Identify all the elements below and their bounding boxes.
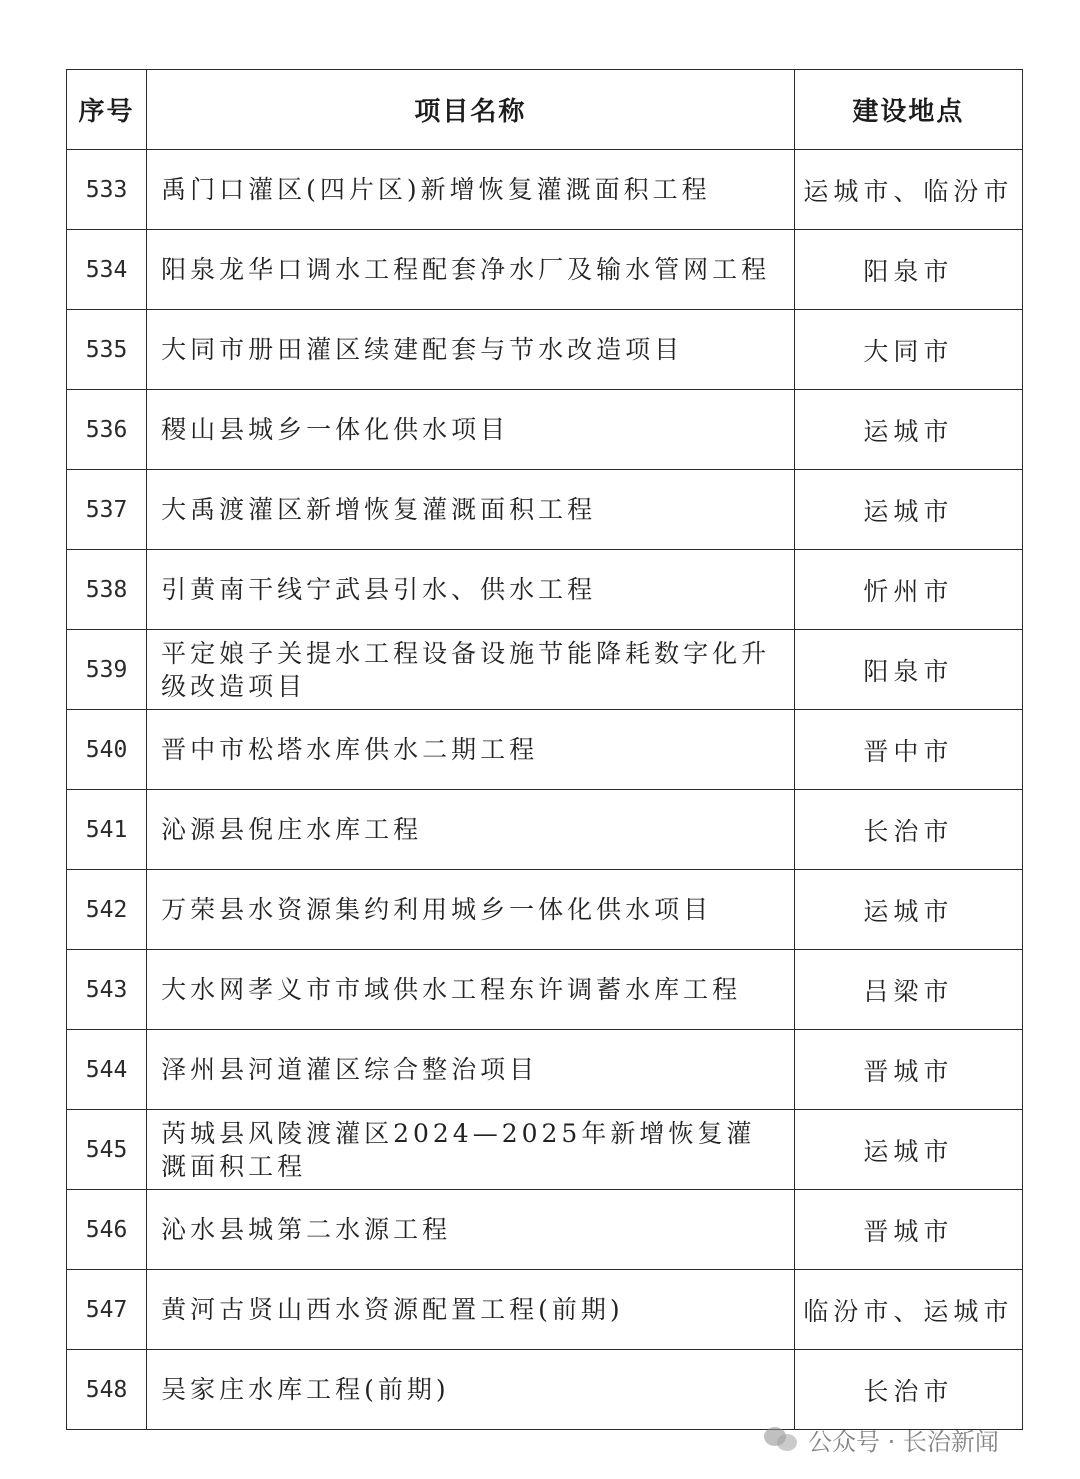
table-header-row <box>67 70 1023 150</box>
header-location: 建设地点 <box>794 70 1022 150</box>
project-name: 万荣县水资源集约利用城乡一体化供水项目 <box>147 870 795 950</box>
table-row <box>67 310 1023 390</box>
row-number: 539 <box>67 630 147 710</box>
table-row <box>67 550 1023 630</box>
project-location: 晋中市 <box>794 710 1022 790</box>
project-table <box>66 69 1023 1430</box>
project-location: 晋城市 <box>794 1190 1022 1270</box>
row-number: 546 <box>67 1190 147 1270</box>
project-location: 吕梁市 <box>794 950 1022 1030</box>
project-location: 运城市 <box>794 1110 1022 1190</box>
project-name: 黄河古贤山西水资源配置工程(前期) <box>147 1270 795 1350</box>
project-name: 大禹渡灌区新增恢复灌溉面积工程 <box>147 470 795 550</box>
project-location: 大同市 <box>794 310 1022 390</box>
header-project-name: 项目名称 <box>147 70 795 150</box>
table-row <box>67 1190 1023 1270</box>
project-name: 大水网孝义市市域供水工程东许调蓄水库工程 <box>147 950 795 1030</box>
project-name: 引黄南干线宁武县引水、供水工程 <box>147 550 795 630</box>
project-location: 阳泉市 <box>794 230 1022 310</box>
watermark-text: 公众号 · 长治新闻 <box>808 1427 999 1456</box>
table-row <box>67 630 1023 710</box>
table-row <box>67 710 1023 790</box>
table-row <box>67 870 1023 950</box>
project-name: 稷山县城乡一体化供水项目 <box>147 390 795 470</box>
row-number: 543 <box>67 950 147 1030</box>
row-number: 544 <box>67 1030 147 1110</box>
row-number: 547 <box>67 1270 147 1350</box>
project-name: 大同市册田灌区续建配套与节水改造项目 <box>147 310 795 390</box>
project-name: 沁源县倪庄水库工程 <box>147 790 795 870</box>
project-location: 晋城市 <box>794 1030 1022 1110</box>
table-body <box>67 150 1023 1430</box>
row-number: 540 <box>67 710 147 790</box>
table-row <box>67 1030 1023 1110</box>
table-row <box>67 1270 1023 1350</box>
table-row <box>67 150 1023 230</box>
project-location: 运城市 <box>794 390 1022 470</box>
project-name: 平定娘子关提水工程设备设施节能降耗数字化升级改造项目 <box>147 630 795 710</box>
table-row <box>67 470 1023 550</box>
project-location: 临汾市、运城市 <box>794 1270 1022 1350</box>
row-number: 533 <box>67 150 147 230</box>
project-name: 沁水县城第二水源工程 <box>147 1190 795 1270</box>
project-name: 吴家庄水库工程(前期) <box>147 1350 795 1430</box>
table-row <box>67 790 1023 870</box>
project-location: 运城市 <box>794 870 1022 950</box>
table-row <box>67 230 1023 310</box>
row-number: 535 <box>67 310 147 390</box>
row-number: 542 <box>67 870 147 950</box>
project-name: 泽州县河道灌区综合整治项目 <box>147 1030 795 1110</box>
project-location: 运城市 <box>794 470 1022 550</box>
project-name: 芮城县风陵渡灌区2024—2025年新增恢复灌溉面积工程 <box>147 1110 795 1190</box>
row-number: 548 <box>67 1350 147 1430</box>
row-number: 536 <box>67 390 147 470</box>
project-location: 长治市 <box>794 790 1022 870</box>
table-row <box>67 950 1023 1030</box>
project-location: 运城市、临汾市 <box>794 150 1022 230</box>
project-location: 长治市 <box>794 1350 1022 1430</box>
project-location: 阳泉市 <box>794 630 1022 710</box>
table-row <box>67 390 1023 470</box>
row-number: 538 <box>67 550 147 630</box>
project-name: 禹门口灌区(四片区)新增恢复灌溉面积工程 <box>147 150 795 230</box>
row-number: 545 <box>67 1110 147 1190</box>
project-location: 忻州市 <box>794 550 1022 630</box>
project-name: 晋中市松塔水库供水二期工程 <box>147 710 795 790</box>
header-number: 序号 <box>67 70 147 150</box>
watermark <box>764 1419 999 1459</box>
project-name: 阳泉龙华口调水工程配套净水厂及输水管网工程 <box>147 230 795 310</box>
wechat-icon <box>764 1425 798 1453</box>
row-number: 534 <box>67 230 147 310</box>
table-row <box>67 1350 1023 1430</box>
row-number: 537 <box>67 470 147 550</box>
table-row <box>67 1110 1023 1190</box>
row-number: 541 <box>67 790 147 870</box>
